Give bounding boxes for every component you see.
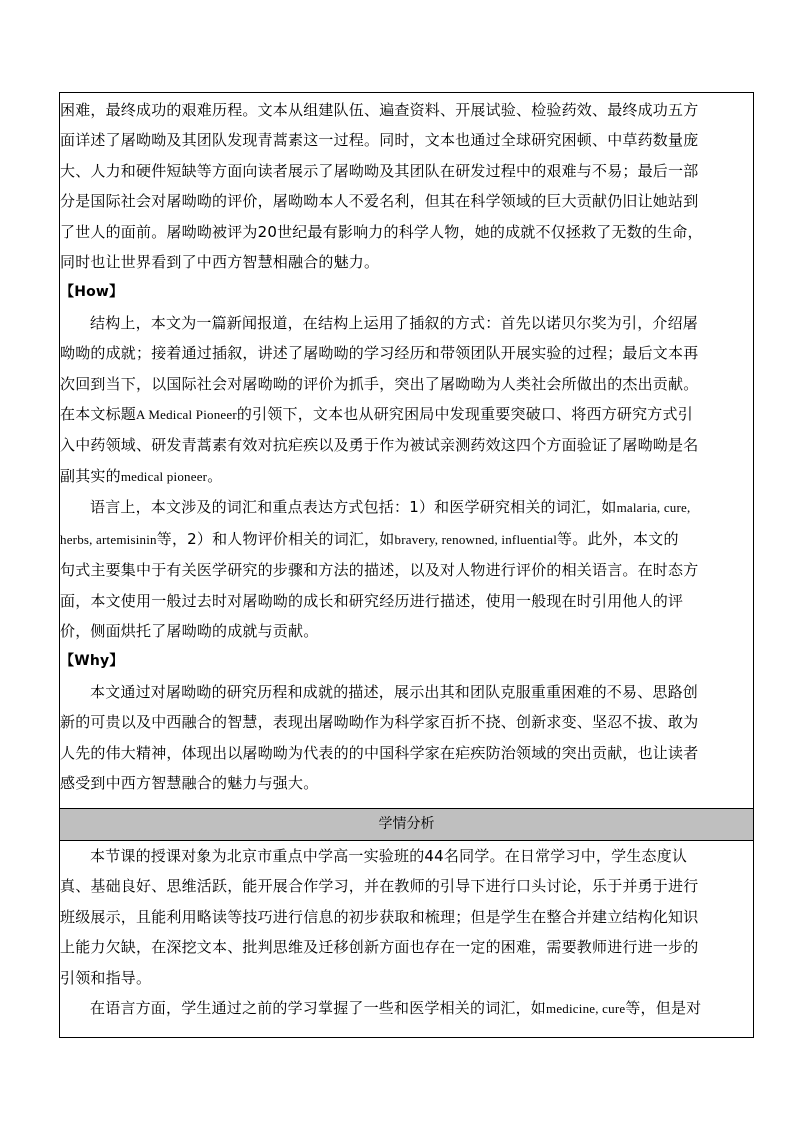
how-line: 入中药领域、研发青蒿素有效对抗疟疾以及勇于作为被试亲测药效这四个方面验证了屠呦呦是名: [60, 436, 699, 455]
student-analysis-cell: [60, 841, 753, 1037]
why-heading: 【Why】: [60, 653, 124, 670]
english-term: medical pioneer: [120, 468, 208, 484]
how-line: 结构上，本文为一篇新闻报道，在结构上运用了插叙的方式：首先以诺贝尔奖为引，介绍屠: [90, 313, 699, 332]
student-line: 引领和指导。: [60, 968, 152, 987]
how-text: 副其实的: [60, 466, 121, 485]
what-line: 分是国际社会对屠呦呦的评价，屠呦呦本人不爱名利，但其在科学领域的巨大贡献仍旧让她站到: [60, 192, 699, 211]
student-line: 上能力欠缺，在深挖文本、批判思维及迁移创新方面也存在一定的困难，需要教师进行进一步的: [60, 938, 699, 957]
why-line: 人先的伟大精神，体现出以屠呦呦为代表的的中国科学家在疟疾防治领域的突出贡献，也让读者: [60, 743, 699, 762]
language-line: 价，侧面烘托了屠呦呦的成就与贡献。: [60, 621, 319, 640]
student-text: 等，但是对: [625, 999, 702, 1018]
what-line: 了世人的面前。屠呦呦被评为20世纪最有影响力的科学人物，她的成就不仅拯救了无数的生命，: [60, 222, 703, 241]
how-heading: 【How】: [60, 284, 124, 301]
how-line: [60, 399, 753, 430]
language-text: 语言上，本文涉及的词汇和重点表达方式包括：1）和医学研究相关的词汇，如: [90, 498, 617, 517]
lesson-plan-table: [59, 92, 754, 1038]
language-line: 句式主要集中于有关医学研究的步骤和方法的描述，以及对人物进行评价的相关语言。在时态方: [60, 561, 699, 580]
english-terms: bravery, renowned, influential: [394, 531, 558, 547]
how-line: 次回到当下，以国际社会对屠呦呦的评价为抓手，突出了屠呦呦为人类社会所做出的杰出贡献。: [60, 374, 699, 393]
what-line: 同时也让世界看到了中西方智慧相融合的魅力。: [60, 253, 380, 272]
text-analysis-cell: [60, 93, 753, 808]
how-line: [60, 461, 753, 492]
student-line: [60, 993, 753, 1024]
section-heading-row: [60, 808, 753, 841]
language-line: [60, 492, 753, 523]
section-heading: 学情分析: [378, 816, 435, 832]
why-line: 本文通过对屠呦呦的研究历程和成就的描述，展示出其和团队克服重重困难的不易、思路创: [90, 682, 699, 701]
how-line: 呦呦的成就；接着通过插叙，讲述了屠呦呦的学习经历和带领团队开展实验的过程；最后文本再: [60, 344, 699, 363]
language-line: [60, 524, 753, 555]
language-text: 等。此外，本文的: [557, 529, 679, 548]
what-line: 困难，最终成功的艰难历程。文本从组建队伍、遍查资料、开展试验、检验药效、最终成功五方: [60, 101, 699, 119]
why-line: 感受到中西方智慧融合的魅力与强大。: [60, 773, 319, 792]
student-line: 本节课的授课对象为北京市重点中学高一实验班的44名同学。在日常学习中，学生态度认: [90, 847, 688, 865]
student-text: 在语言方面，学生通过之前的学习掌握了一些和医学相关的词汇，如: [90, 999, 547, 1018]
what-line: 面详述了屠呦呦及其团队发现青蒿素这一过程。同时，文本也通过全球研究困顿、中草药数量庞: [60, 131, 699, 150]
how-text: 的引领下，文本也从研究困局中发现重要突破口、将西方研究方式引: [236, 405, 693, 424]
what-line: 大、人力和硬件短缺等方面向读者展示了屠呦呦及其团队在研发过程中的艰难与不易；最后一部: [60, 161, 699, 180]
english-terms: herbs, artemisinin: [60, 531, 157, 547]
language-text: 等，2）和人物评价相关的词汇，如: [156, 529, 395, 548]
how-text: 在本文标题: [60, 405, 137, 424]
student-line: 班级展示，且能利用略读等技巧进行信息的初步获取和梳理；但是学生在整合并建立结构化知识: [60, 907, 699, 926]
language-line: 面，本文使用一般过去时对屠呦呦的成长和研究经历进行描述，使用一般现在时引用他人的评: [60, 591, 684, 610]
article-title: A Medical Pioneer: [136, 407, 237, 423]
why-line: 新的可贵以及中西融合的智慧，表现出屠呦呦作为科学家百折不挠、创新求变、坚忍不拔、敢为: [60, 713, 699, 732]
english-terms: malaria, cure,: [616, 500, 691, 516]
student-line: 真、基础良好、思维活跃，能开展合作学习，并在教师的引导下进行口头讨论，乐于并勇于进行: [60, 877, 699, 896]
how-text: 。: [207, 466, 223, 485]
english-terms: medicine, cure: [546, 1001, 626, 1017]
